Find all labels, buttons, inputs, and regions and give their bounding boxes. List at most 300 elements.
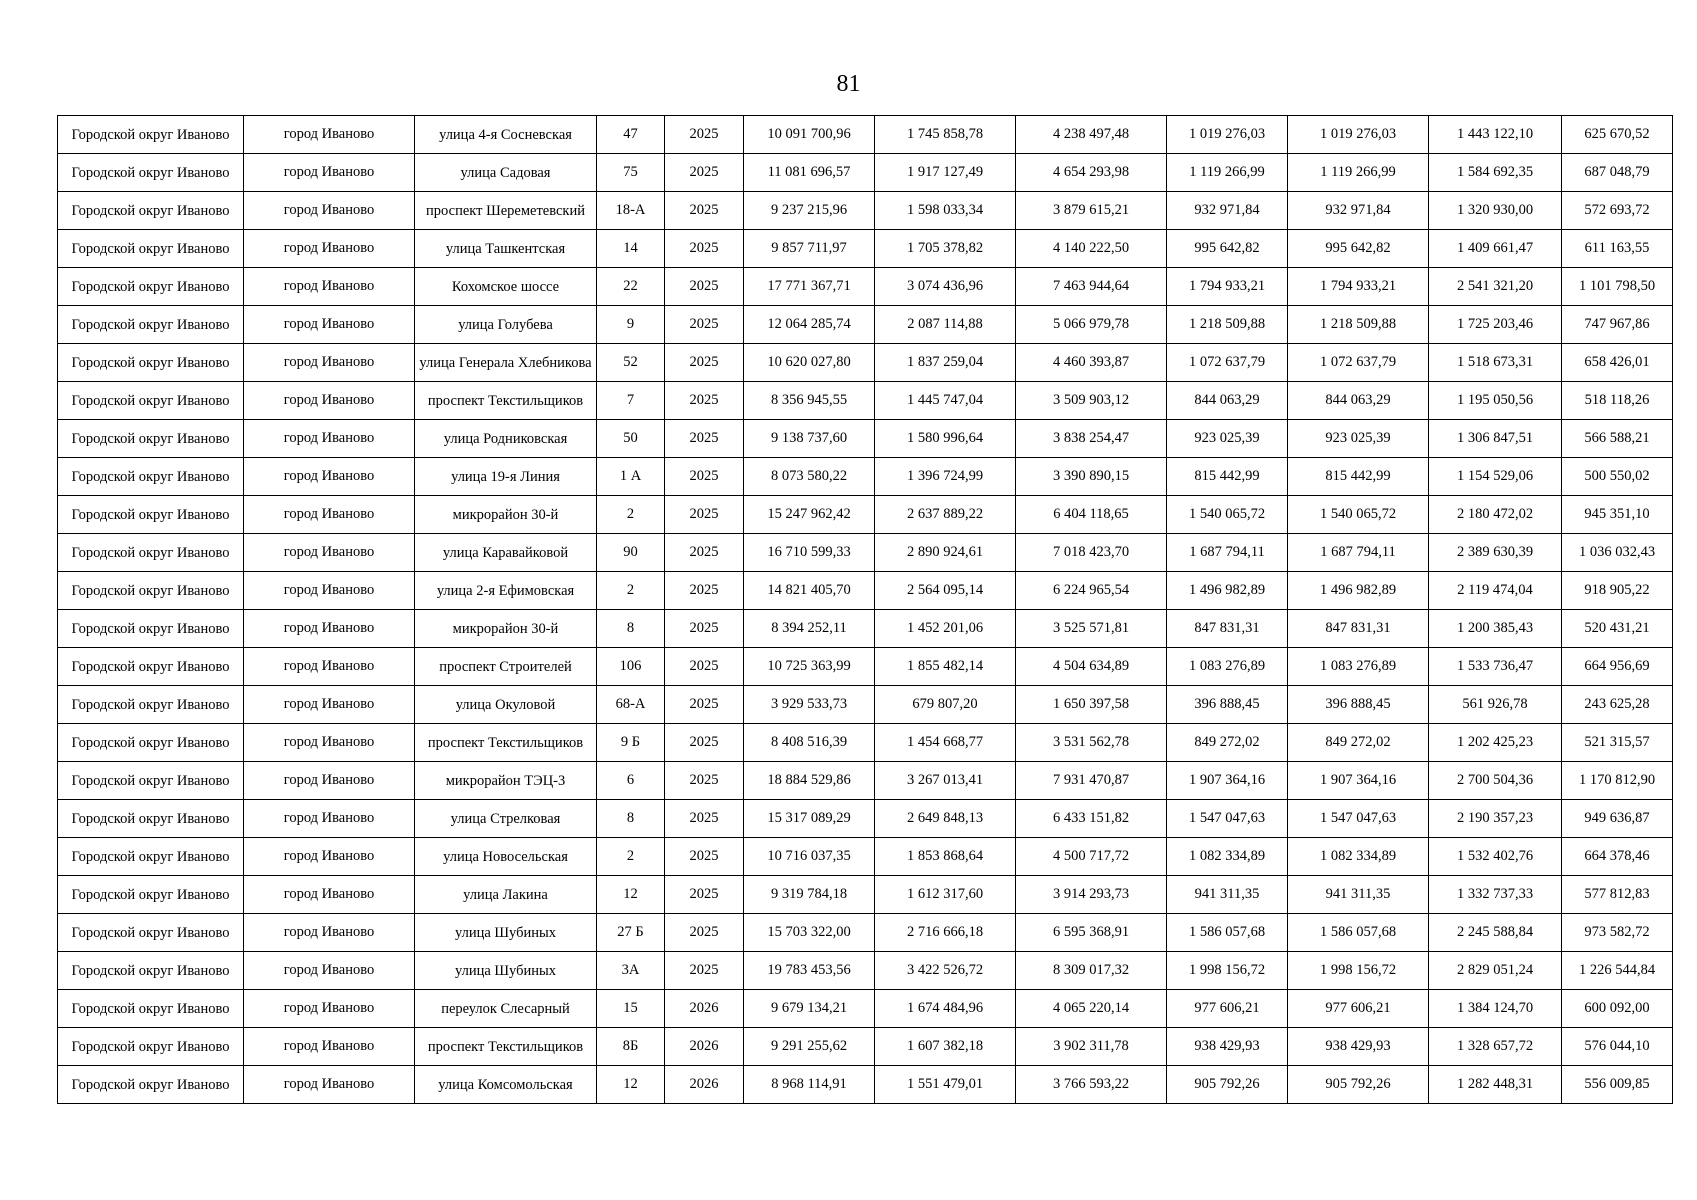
house-number-cell: 8Б [597, 1028, 665, 1066]
table-row [58, 610, 1673, 648]
settlement-cell: город Иваново [244, 458, 415, 496]
amount-col10-cell: 849 272,02 [1288, 724, 1429, 762]
amount-col11-cell: 2 389 630,39 [1429, 534, 1562, 572]
amount-col12-cell: 973 582,72 [1562, 914, 1673, 952]
amount-total-cell: 9 138 737,60 [744, 420, 875, 458]
amount-col10-cell: 1 496 982,89 [1288, 572, 1429, 610]
street-cell: переулок Слесарный [415, 990, 597, 1028]
municipality-cell: Городской округ Иваново [58, 952, 244, 990]
settlement-cell: город Иваново [244, 1028, 415, 1066]
table-row [58, 762, 1673, 800]
amount-total-cell: 8 394 252,11 [744, 610, 875, 648]
year-cell: 2025 [665, 306, 744, 344]
house-number-cell: 9 Б [597, 724, 665, 762]
house-number-cell: 27 Б [597, 914, 665, 952]
house-number-cell: 1 А [597, 458, 665, 496]
house-number-cell: 106 [597, 648, 665, 686]
settlement-cell: город Иваново [244, 534, 415, 572]
amount-col9-cell: 396 888,45 [1167, 686, 1288, 724]
amount-col9-cell: 1 218 509,88 [1167, 306, 1288, 344]
amount-col7-cell: 1 598 033,34 [875, 192, 1016, 230]
amount-col12-cell: 572 693,72 [1562, 192, 1673, 230]
amount-col9-cell: 1 019 276,03 [1167, 116, 1288, 154]
street-cell: улица Ташкентская [415, 230, 597, 268]
settlement-cell: город Иваново [244, 686, 415, 724]
table-row [58, 800, 1673, 838]
street-cell: микрорайон 30-й [415, 496, 597, 534]
year-cell: 2025 [665, 458, 744, 496]
street-cell: улица Голубева [415, 306, 597, 344]
amount-col10-cell: 1 794 933,21 [1288, 268, 1429, 306]
year-cell: 2025 [665, 534, 744, 572]
table-row [58, 838, 1673, 876]
amount-total-cell: 11 081 696,57 [744, 154, 875, 192]
amount-col10-cell: 1 540 065,72 [1288, 496, 1429, 534]
amount-col12-cell: 747 967,86 [1562, 306, 1673, 344]
table-row [58, 990, 1673, 1028]
municipality-cell: Городской округ Иваново [58, 192, 244, 230]
settlement-cell: город Иваново [244, 268, 415, 306]
table-row [58, 116, 1673, 154]
amount-col12-cell: 566 588,21 [1562, 420, 1673, 458]
settlement-cell: город Иваново [244, 838, 415, 876]
amount-col8-cell: 1 650 397,58 [1016, 686, 1167, 724]
street-cell: улица Садовая [415, 154, 597, 192]
municipality-cell: Городской округ Иваново [58, 648, 244, 686]
amount-col12-cell: 518 118,26 [1562, 382, 1673, 420]
house-number-cell: 2 [597, 838, 665, 876]
amount-col9-cell: 905 792,26 [1167, 1066, 1288, 1104]
amount-total-cell: 10 725 363,99 [744, 648, 875, 686]
year-cell: 2025 [665, 420, 744, 458]
amount-col10-cell: 815 442,99 [1288, 458, 1429, 496]
amount-col7-cell: 1 454 668,77 [875, 724, 1016, 762]
amount-col12-cell: 949 636,87 [1562, 800, 1673, 838]
house-number-cell: 2 [597, 572, 665, 610]
settlement-cell: город Иваново [244, 344, 415, 382]
amount-col8-cell: 6 224 965,54 [1016, 572, 1167, 610]
table-row [58, 268, 1673, 306]
amount-col11-cell: 1 518 673,31 [1429, 344, 1562, 382]
amount-col11-cell: 1 409 661,47 [1429, 230, 1562, 268]
amount-col11-cell: 1 154 529,06 [1429, 458, 1562, 496]
table-row [58, 458, 1673, 496]
municipality-cell: Городской округ Иваново [58, 990, 244, 1028]
municipality-cell: Городской округ Иваново [58, 496, 244, 534]
house-number-cell: 68-А [597, 686, 665, 724]
amount-col7-cell: 3 074 436,96 [875, 268, 1016, 306]
amount-col8-cell: 6 433 151,82 [1016, 800, 1167, 838]
house-number-cell: 47 [597, 116, 665, 154]
amount-col8-cell: 3 914 293,73 [1016, 876, 1167, 914]
amount-col9-cell: 1 119 266,99 [1167, 154, 1288, 192]
amount-col12-cell: 1 036 032,43 [1562, 534, 1673, 572]
amount-col12-cell: 1 170 812,90 [1562, 762, 1673, 800]
amount-col10-cell: 847 831,31 [1288, 610, 1429, 648]
table-row [58, 344, 1673, 382]
table-row [58, 382, 1673, 420]
municipality-cell: Городской округ Иваново [58, 876, 244, 914]
house-number-cell: 12 [597, 1066, 665, 1104]
amount-col11-cell: 1 725 203,46 [1429, 306, 1562, 344]
amount-col7-cell: 1 853 868,64 [875, 838, 1016, 876]
street-cell: микрорайон ТЭЦ-3 [415, 762, 597, 800]
amount-col10-cell: 396 888,45 [1288, 686, 1429, 724]
municipality-cell: Городской округ Иваново [58, 800, 244, 838]
amount-col10-cell: 1 218 509,88 [1288, 306, 1429, 344]
table-body [58, 116, 1673, 1104]
municipality-cell: Городской округ Иваново [58, 420, 244, 458]
amount-col9-cell: 1 794 933,21 [1167, 268, 1288, 306]
amount-col10-cell: 995 642,82 [1288, 230, 1429, 268]
amount-col9-cell: 849 272,02 [1167, 724, 1288, 762]
amount-col8-cell: 3 525 571,81 [1016, 610, 1167, 648]
amount-total-cell: 15 703 322,00 [744, 914, 875, 952]
amount-col12-cell: 1 226 544,84 [1562, 952, 1673, 990]
year-cell: 2025 [665, 496, 744, 534]
house-number-cell: 2 [597, 496, 665, 534]
amount-col10-cell: 1 547 047,63 [1288, 800, 1429, 838]
amount-col9-cell: 941 311,35 [1167, 876, 1288, 914]
municipality-cell: Городской округ Иваново [58, 382, 244, 420]
amount-col8-cell: 3 531 562,78 [1016, 724, 1167, 762]
amount-col8-cell: 4 500 717,72 [1016, 838, 1167, 876]
amount-col11-cell: 1 306 847,51 [1429, 420, 1562, 458]
year-cell: 2025 [665, 572, 744, 610]
amount-col11-cell: 561 926,78 [1429, 686, 1562, 724]
amount-col11-cell: 1 282 448,31 [1429, 1066, 1562, 1104]
table-row [58, 534, 1673, 572]
amount-total-cell: 3 929 533,73 [744, 686, 875, 724]
settlement-cell: город Иваново [244, 496, 415, 534]
settlement-cell: город Иваново [244, 724, 415, 762]
street-cell: проспект Текстильщиков [415, 1028, 597, 1066]
settlement-cell: город Иваново [244, 154, 415, 192]
table-row [58, 230, 1673, 268]
municipality-cell: Городской округ Иваново [58, 268, 244, 306]
amount-col10-cell: 1 586 057,68 [1288, 914, 1429, 952]
house-number-cell: 9 [597, 306, 665, 344]
amount-col12-cell: 687 048,79 [1562, 154, 1673, 192]
house-number-cell: 15 [597, 990, 665, 1028]
table-row [58, 724, 1673, 762]
street-cell: улица Новосельская [415, 838, 597, 876]
year-cell: 2025 [665, 648, 744, 686]
amount-col9-cell: 1 998 156,72 [1167, 952, 1288, 990]
street-cell: улица 2-я Ефимовская [415, 572, 597, 610]
municipality-cell: Городской округ Иваново [58, 534, 244, 572]
amount-col11-cell: 2 245 588,84 [1429, 914, 1562, 952]
amount-col12-cell: 521 315,57 [1562, 724, 1673, 762]
amount-col7-cell: 2 087 114,88 [875, 306, 1016, 344]
amount-col12-cell: 664 378,46 [1562, 838, 1673, 876]
municipality-cell: Городской округ Иваново [58, 116, 244, 154]
amount-col7-cell: 3 267 013,41 [875, 762, 1016, 800]
amount-col8-cell: 4 238 497,48 [1016, 116, 1167, 154]
municipality-cell: Городской округ Иваново [58, 724, 244, 762]
amount-total-cell: 8 408 516,39 [744, 724, 875, 762]
amount-col10-cell: 1 072 637,79 [1288, 344, 1429, 382]
municipality-cell: Городской округ Иваново [58, 762, 244, 800]
amount-col7-cell: 2 716 666,18 [875, 914, 1016, 952]
amount-col12-cell: 577 812,83 [1562, 876, 1673, 914]
amount-col10-cell: 977 606,21 [1288, 990, 1429, 1028]
amount-col10-cell: 844 063,29 [1288, 382, 1429, 420]
amount-col7-cell: 2 564 095,14 [875, 572, 1016, 610]
amount-col11-cell: 2 829 051,24 [1429, 952, 1562, 990]
amount-col9-cell: 1 586 057,68 [1167, 914, 1288, 952]
amount-col12-cell: 500 550,02 [1562, 458, 1673, 496]
amount-col10-cell: 1 019 276,03 [1288, 116, 1429, 154]
year-cell: 2025 [665, 914, 744, 952]
table-row [58, 914, 1673, 952]
year-cell: 2025 [665, 762, 744, 800]
house-number-cell: 90 [597, 534, 665, 572]
amount-total-cell: 19 783 453,56 [744, 952, 875, 990]
amount-col8-cell: 5 066 979,78 [1016, 306, 1167, 344]
year-cell: 2025 [665, 952, 744, 990]
house-number-cell: 8 [597, 610, 665, 648]
street-cell: Кохомское шоссе [415, 268, 597, 306]
year-cell: 2025 [665, 192, 744, 230]
amount-total-cell: 9 679 134,21 [744, 990, 875, 1028]
house-number-cell: 18-А [597, 192, 665, 230]
amount-total-cell: 15 317 089,29 [744, 800, 875, 838]
amount-col8-cell: 3 766 593,22 [1016, 1066, 1167, 1104]
year-cell: 2025 [665, 610, 744, 648]
settlement-cell: город Иваново [244, 914, 415, 952]
municipality-cell: Городской округ Иваново [58, 1066, 244, 1104]
street-cell: проспект Шереметевский [415, 192, 597, 230]
amount-col12-cell: 243 625,28 [1562, 686, 1673, 724]
year-cell: 2025 [665, 268, 744, 306]
amount-col10-cell: 923 025,39 [1288, 420, 1429, 458]
amount-total-cell: 18 884 529,86 [744, 762, 875, 800]
house-number-cell: 12 [597, 876, 665, 914]
house-number-cell: 22 [597, 268, 665, 306]
settlement-cell: город Иваново [244, 572, 415, 610]
amount-total-cell: 8 073 580,22 [744, 458, 875, 496]
amount-col10-cell: 941 311,35 [1288, 876, 1429, 914]
amount-total-cell: 9 237 215,96 [744, 192, 875, 230]
street-cell: проспект Строителей [415, 648, 597, 686]
settlement-cell: город Иваново [244, 800, 415, 838]
amount-col8-cell: 4 654 293,98 [1016, 154, 1167, 192]
amount-col9-cell: 1 540 065,72 [1167, 496, 1288, 534]
amount-col11-cell: 2 190 357,23 [1429, 800, 1562, 838]
settlement-cell: город Иваново [244, 1066, 415, 1104]
amount-col9-cell: 932 971,84 [1167, 192, 1288, 230]
amount-col8-cell: 3 838 254,47 [1016, 420, 1167, 458]
amount-col7-cell: 3 422 526,72 [875, 952, 1016, 990]
house-number-cell: 14 [597, 230, 665, 268]
street-cell: проспект Текстильщиков [415, 724, 597, 762]
amount-col9-cell: 1 687 794,11 [1167, 534, 1288, 572]
year-cell: 2025 [665, 230, 744, 268]
settlement-cell: город Иваново [244, 648, 415, 686]
amount-col7-cell: 1 396 724,99 [875, 458, 1016, 496]
house-number-cell: 7 [597, 382, 665, 420]
year-cell: 2025 [665, 724, 744, 762]
amount-col9-cell: 923 025,39 [1167, 420, 1288, 458]
amount-col9-cell: 847 831,31 [1167, 610, 1288, 648]
amount-col10-cell: 1 687 794,11 [1288, 534, 1429, 572]
table-row [58, 306, 1673, 344]
table-row [58, 686, 1673, 724]
amount-col8-cell: 4 504 634,89 [1016, 648, 1167, 686]
house-number-cell: 8 [597, 800, 665, 838]
settlement-cell: город Иваново [244, 382, 415, 420]
amount-col7-cell: 679 807,20 [875, 686, 1016, 724]
amount-total-cell: 12 064 285,74 [744, 306, 875, 344]
data-table [57, 115, 1673, 1104]
amount-col8-cell: 7 018 423,70 [1016, 534, 1167, 572]
house-number-cell: 3А [597, 952, 665, 990]
amount-col10-cell: 1 907 364,16 [1288, 762, 1429, 800]
amount-col7-cell: 1 855 482,14 [875, 648, 1016, 686]
amount-total-cell: 8 356 945,55 [744, 382, 875, 420]
year-cell: 2025 [665, 344, 744, 382]
year-cell: 2026 [665, 1028, 744, 1066]
amount-total-cell: 9 291 255,62 [744, 1028, 875, 1066]
amount-col12-cell: 556 009,85 [1562, 1066, 1673, 1104]
table-row [58, 952, 1673, 990]
house-number-cell: 52 [597, 344, 665, 382]
street-cell: проспект Текстильщиков [415, 382, 597, 420]
amount-col7-cell: 1 612 317,60 [875, 876, 1016, 914]
amount-col7-cell: 2 637 889,22 [875, 496, 1016, 534]
municipality-cell: Городской округ Иваново [58, 154, 244, 192]
amount-col7-cell: 1 674 484,96 [875, 990, 1016, 1028]
municipality-cell: Городской округ Иваново [58, 914, 244, 952]
amount-col11-cell: 1 584 692,35 [1429, 154, 1562, 192]
amount-col10-cell: 932 971,84 [1288, 192, 1429, 230]
amount-col9-cell: 815 442,99 [1167, 458, 1288, 496]
municipality-cell: Городской округ Иваново [58, 306, 244, 344]
table-row [58, 154, 1673, 192]
amount-col10-cell: 938 429,93 [1288, 1028, 1429, 1066]
amount-col8-cell: 4 460 393,87 [1016, 344, 1167, 382]
amount-col7-cell: 2 890 924,61 [875, 534, 1016, 572]
amount-col11-cell: 1 328 657,72 [1429, 1028, 1562, 1066]
municipality-cell: Городской округ Иваново [58, 344, 244, 382]
amount-col12-cell: 600 092,00 [1562, 990, 1673, 1028]
amount-col9-cell: 995 642,82 [1167, 230, 1288, 268]
table-row [58, 876, 1673, 914]
settlement-cell: город Иваново [244, 610, 415, 648]
amount-col9-cell: 1 072 637,79 [1167, 344, 1288, 382]
amount-col8-cell: 3 509 903,12 [1016, 382, 1167, 420]
amount-col12-cell: 520 431,21 [1562, 610, 1673, 648]
amount-col11-cell: 2 700 504,36 [1429, 762, 1562, 800]
year-cell: 2025 [665, 382, 744, 420]
table-row [58, 648, 1673, 686]
amount-col9-cell: 1 907 364,16 [1167, 762, 1288, 800]
settlement-cell: город Иваново [244, 876, 415, 914]
settlement-cell: город Иваново [244, 990, 415, 1028]
street-cell: улица 4-я Сосневская [415, 116, 597, 154]
settlement-cell: город Иваново [244, 420, 415, 458]
house-number-cell: 50 [597, 420, 665, 458]
year-cell: 2025 [665, 838, 744, 876]
street-cell: улица Каравайковой [415, 534, 597, 572]
year-cell: 2025 [665, 116, 744, 154]
amount-col10-cell: 1 119 266,99 [1288, 154, 1429, 192]
street-cell: улица Родниковская [415, 420, 597, 458]
amount-col12-cell: 658 426,01 [1562, 344, 1673, 382]
amount-col8-cell: 7 463 944,64 [1016, 268, 1167, 306]
amount-total-cell: 17 771 367,71 [744, 268, 875, 306]
street-cell: улица 19-я Линия [415, 458, 597, 496]
street-cell: улица Лакина [415, 876, 597, 914]
municipality-cell: Городской округ Иваново [58, 610, 244, 648]
amount-col11-cell: 1 332 737,33 [1429, 876, 1562, 914]
amount-col11-cell: 1 443 122,10 [1429, 116, 1562, 154]
amount-col7-cell: 1 705 378,82 [875, 230, 1016, 268]
amount-col11-cell: 1 195 050,56 [1429, 382, 1562, 420]
municipality-cell: Городской округ Иваново [58, 838, 244, 876]
amount-col8-cell: 6 595 368,91 [1016, 914, 1167, 952]
amount-col12-cell: 945 351,10 [1562, 496, 1673, 534]
amount-col9-cell: 1 082 334,89 [1167, 838, 1288, 876]
amount-col9-cell: 938 429,93 [1167, 1028, 1288, 1066]
amount-col10-cell: 905 792,26 [1288, 1066, 1429, 1104]
year-cell: 2026 [665, 1066, 744, 1104]
settlement-cell: город Иваново [244, 230, 415, 268]
amount-col7-cell: 1 745 858,78 [875, 116, 1016, 154]
table-row [58, 572, 1673, 610]
amount-col9-cell: 844 063,29 [1167, 382, 1288, 420]
settlement-cell: город Иваново [244, 952, 415, 990]
municipality-cell: Городской округ Иваново [58, 572, 244, 610]
municipality-cell: Городской округ Иваново [58, 686, 244, 724]
table-row [58, 496, 1673, 534]
amount-total-cell: 9 857 711,97 [744, 230, 875, 268]
amount-col8-cell: 8 309 017,32 [1016, 952, 1167, 990]
amount-col8-cell: 3 390 890,15 [1016, 458, 1167, 496]
amount-total-cell: 8 968 114,91 [744, 1066, 875, 1104]
amount-col7-cell: 1 917 127,49 [875, 154, 1016, 192]
amount-col11-cell: 1 533 736,47 [1429, 648, 1562, 686]
amount-col11-cell: 2 180 472,02 [1429, 496, 1562, 534]
amount-col7-cell: 1 445 747,04 [875, 382, 1016, 420]
settlement-cell: город Иваново [244, 762, 415, 800]
table-row [58, 1028, 1673, 1066]
amount-col9-cell: 1 547 047,63 [1167, 800, 1288, 838]
settlement-cell: город Иваново [244, 192, 415, 230]
house-number-cell: 75 [597, 154, 665, 192]
amount-total-cell: 10 716 037,35 [744, 838, 875, 876]
amount-col12-cell: 918 905,22 [1562, 572, 1673, 610]
amount-col10-cell: 1 998 156,72 [1288, 952, 1429, 990]
amount-col8-cell: 6 404 118,65 [1016, 496, 1167, 534]
amount-col8-cell: 7 931 470,87 [1016, 762, 1167, 800]
table-row [58, 192, 1673, 230]
amount-col8-cell: 4 065 220,14 [1016, 990, 1167, 1028]
street-cell: улица Окуловой [415, 686, 597, 724]
amount-total-cell: 15 247 962,42 [744, 496, 875, 534]
amount-col9-cell: 1 496 982,89 [1167, 572, 1288, 610]
amount-col12-cell: 1 101 798,50 [1562, 268, 1673, 306]
amount-col9-cell: 977 606,21 [1167, 990, 1288, 1028]
amount-col11-cell: 1 532 402,76 [1429, 838, 1562, 876]
page-number: 81 [836, 71, 861, 97]
amount-col7-cell: 1 607 382,18 [875, 1028, 1016, 1066]
amount-col11-cell: 2 541 321,20 [1429, 268, 1562, 306]
amount-col11-cell: 1 320 930,00 [1429, 192, 1562, 230]
amount-col10-cell: 1 082 334,89 [1288, 838, 1429, 876]
amount-total-cell: 10 091 700,96 [744, 116, 875, 154]
